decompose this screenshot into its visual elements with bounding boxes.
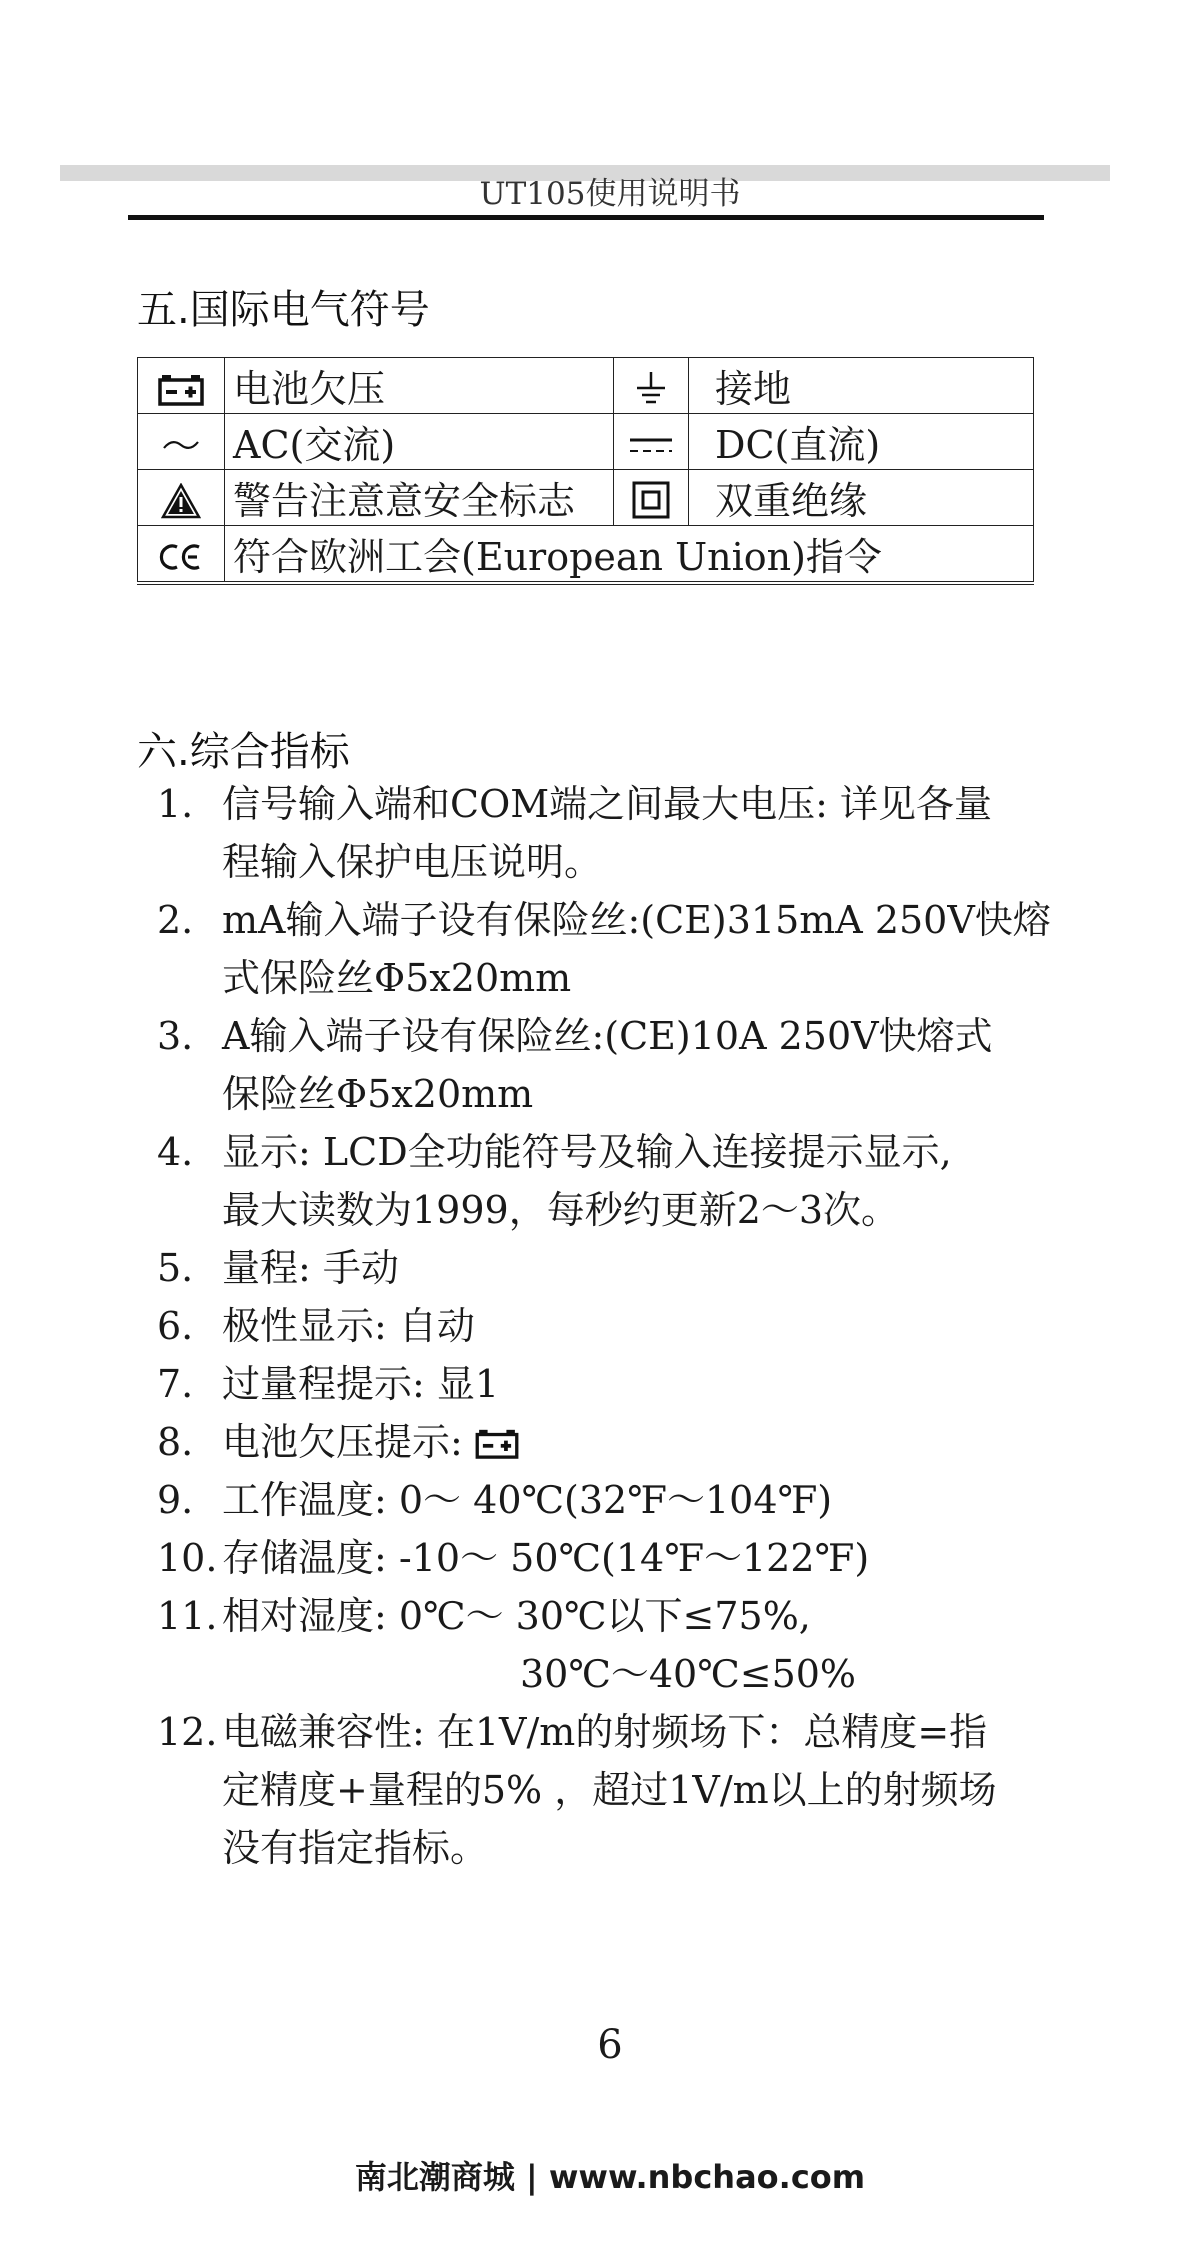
symbol-label: DC(直流): [689, 414, 1034, 470]
dc-icon: [614, 414, 689, 470]
battery-low-icon: [138, 358, 225, 414]
section-5-heading: 五.国际电气符号: [137, 287, 430, 333]
item-number: 3.: [157, 1014, 194, 1058]
item-number: 11.: [157, 1594, 218, 1638]
item-text: 式保险丝Φ5x20mm: [222, 956, 572, 1000]
item-number: 4.: [157, 1130, 194, 1174]
list-item: [157, 1587, 1057, 1703]
header-rule: [128, 215, 1044, 220]
table-row: [138, 414, 1034, 470]
symbol-table: [137, 357, 1034, 585]
warning-triangle-icon: [138, 470, 225, 526]
item-text: 定精度+量程的5% ，超过1V/m以上的射频场: [222, 1768, 997, 1812]
item-text: 相对湿度: 0℃～ 30℃以下≤75%,: [222, 1594, 811, 1638]
symbol-label: 符合欧洲工会(European Union)指令: [225, 526, 1034, 584]
symbol-label: 接地: [689, 358, 1034, 414]
item-text: 程输入保护电压说明。: [222, 840, 603, 884]
symbol-label: AC(交流): [225, 414, 614, 470]
ce-mark-icon: [138, 526, 225, 584]
item-text: 最大读数为1999，每秒约更新2～3次。: [222, 1188, 900, 1232]
item-number: 12.: [157, 1710, 218, 1754]
item-number: 1.: [157, 782, 194, 826]
list-item: [157, 891, 1057, 1007]
item-text: 工作温度: 0～ 40℃(32℉～104℉): [222, 1478, 833, 1522]
item-text: 没有指定指标。: [222, 1826, 489, 1870]
item-text: 30℃～40℃≤50%: [520, 1652, 857, 1696]
list-item: [157, 1703, 1057, 1877]
item-text: 存储温度: -10～ 50℃(14℉～122℉): [222, 1536, 870, 1580]
section-6-heading: 六.综合指标: [137, 729, 350, 775]
item-number: 7.: [157, 1362, 194, 1406]
item-number: 6.: [157, 1304, 194, 1348]
item-text: 极性显示: 自动: [222, 1304, 475, 1348]
list-item: [157, 1471, 1057, 1529]
symbol-label: 双重绝缘: [689, 470, 1034, 526]
item-text: A输入端子设有保险丝:(CE)10A 250V快熔式: [222, 1014, 993, 1058]
list-item: [157, 1355, 1057, 1413]
item-text: mA输入端子设有保险丝:(CE)315mA 250V快熔: [222, 898, 1051, 942]
ground-icon: [614, 358, 689, 414]
list-item: [157, 1297, 1057, 1355]
item-text: 过量程提示: 显1: [222, 1362, 500, 1406]
item-text: 信号输入端和COM端之间最大电压: 详见各量: [222, 782, 993, 826]
symbol-label: 警告注意意安全标志: [225, 470, 614, 526]
item-number: 5.: [157, 1246, 194, 1290]
list-item: [157, 775, 1057, 891]
item-text: 电磁兼容性: 在1V/m的射频场下：总精度=指: [222, 1710, 988, 1754]
list-item: [157, 1123, 1057, 1239]
table-row: [138, 358, 1034, 414]
list-item: [157, 1529, 1057, 1587]
page-number: 6: [597, 2022, 623, 2068]
item-number: 8.: [157, 1420, 194, 1464]
list-item: [157, 1239, 1057, 1297]
item-text: 显示: LCD全功能符号及输入连接提示显示,: [222, 1130, 952, 1174]
table-row: [138, 526, 1034, 584]
item-number: 10.: [157, 1536, 218, 1580]
list-item: [157, 1007, 1057, 1123]
item-text: 量程: 手动: [222, 1246, 399, 1290]
list-item: [157, 1413, 1057, 1471]
double-insulation-icon: [614, 470, 689, 526]
document-title: UT105使用说明书: [479, 176, 741, 212]
item-number: 9.: [157, 1478, 194, 1522]
spec-list: [157, 775, 1057, 1877]
item-number: 2.: [157, 898, 194, 942]
battery-low-icon: [475, 1420, 519, 1464]
footer-watermark: 南北潮商城 | www.nbchao.com: [354, 2158, 866, 2196]
item-text: 保险丝Φ5x20mm: [222, 1072, 534, 1116]
table-row: [138, 470, 1034, 526]
ac-tilde-icon: [138, 414, 225, 470]
item-text: 电池欠压提示:: [222, 1420, 463, 1464]
symbol-label: 电池欠压: [225, 358, 614, 414]
